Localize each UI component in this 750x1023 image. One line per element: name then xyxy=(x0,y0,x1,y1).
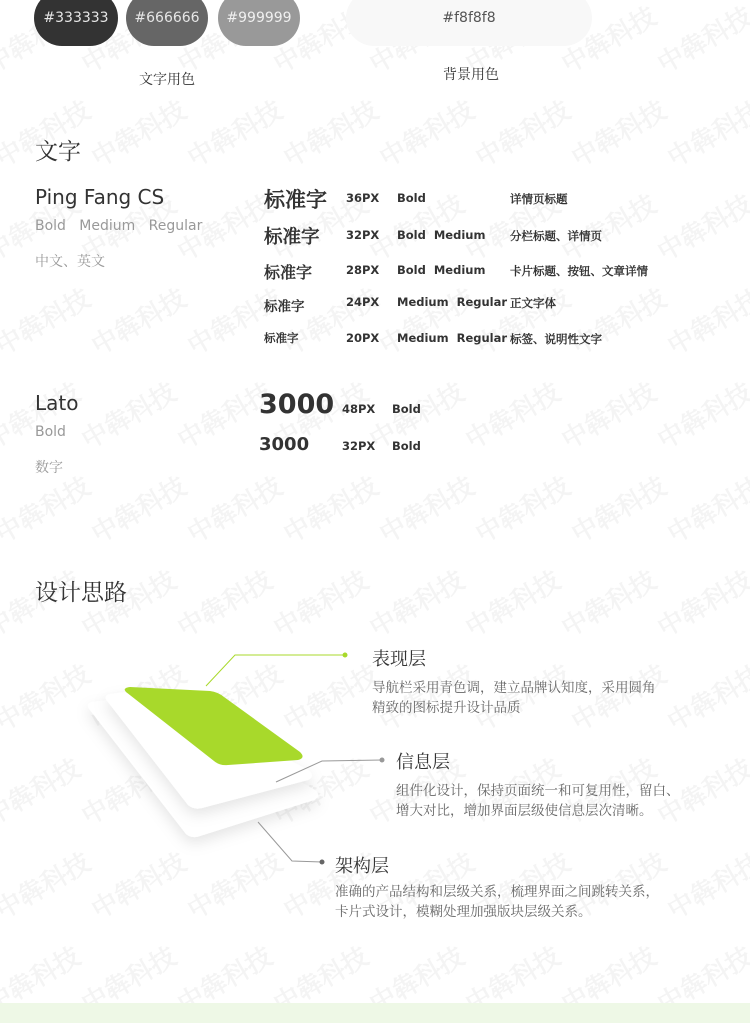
watermark-text xyxy=(276,90,385,174)
num-weight-48: Bold xyxy=(392,402,421,416)
swatch-background xyxy=(346,0,592,46)
desc-line: 导航栏采用青色调，建立品牌认知度，采用圆角 xyxy=(372,680,656,696)
architecture-connector xyxy=(258,822,325,865)
cn-font-name: Ping Fang CS xyxy=(35,185,165,209)
watermark-text xyxy=(746,560,750,644)
watermark-text xyxy=(746,184,750,268)
swatch-333333 xyxy=(34,0,118,46)
cn-usage-24: 正文字体 xyxy=(510,296,556,310)
num-size-48: 48PX xyxy=(342,402,376,416)
cn-size-28: 28PX xyxy=(346,263,380,277)
watermark-text xyxy=(372,90,481,174)
watermark-text xyxy=(74,372,183,456)
watermark-text xyxy=(746,748,750,832)
watermark-text xyxy=(746,372,750,456)
watermark-text xyxy=(650,0,750,81)
desc-line: 卡片式设计，模糊处理加强版块层级关系。 xyxy=(335,904,592,920)
watermark-text xyxy=(650,184,750,268)
presentation-layer-title: 表现层 xyxy=(372,649,426,670)
watermark-text xyxy=(84,278,193,362)
watermark-text xyxy=(372,278,481,362)
desc-line: 精致的图标提升设计品质 xyxy=(372,700,521,716)
swatch-label: #f8f8f8 xyxy=(442,10,496,26)
watermark-text xyxy=(660,842,750,926)
watermark-text xyxy=(84,466,193,550)
desc-line: 组件化设计，保持页面统一和可复用性，留白、 xyxy=(396,783,680,799)
background-color-caption: 背景用色 xyxy=(443,67,499,83)
cn-size-20: 20PX xyxy=(346,331,380,345)
cn-font-weights: Bold Medium Regular xyxy=(35,218,203,234)
num-size-32: 32PX xyxy=(342,439,376,453)
watermark-text xyxy=(180,90,289,174)
cn-weight-24: Medium Regular xyxy=(397,295,508,309)
desc-line: 增大对比，增加界面层级使信息层次清晰。 xyxy=(396,803,653,819)
watermark-text xyxy=(660,654,750,738)
num-font-note: 数字 xyxy=(35,460,63,476)
watermark-text xyxy=(458,372,567,456)
cn-usage-20: 标签、说明性文字 xyxy=(510,332,602,346)
cn-sample-32: 标准字 xyxy=(264,227,320,248)
watermark-text xyxy=(468,90,577,174)
watermark-text xyxy=(554,372,663,456)
watermark-text xyxy=(170,560,279,644)
swatch-label: #333333 xyxy=(43,10,109,26)
presentation-connector xyxy=(206,653,348,687)
watermark-text xyxy=(650,560,750,644)
cn-sample-20: 标准字 xyxy=(264,331,299,345)
watermark-text xyxy=(266,560,375,644)
watermark-text xyxy=(660,466,750,550)
watermark-text xyxy=(276,278,385,362)
cn-size-36: 36PX xyxy=(346,191,380,205)
watermark-text xyxy=(650,372,750,456)
cn-weight-28: Bold Medium xyxy=(397,263,486,277)
swatch-label: #666666 xyxy=(134,10,200,26)
watermark-text xyxy=(468,278,577,362)
cn-size-24: 24PX xyxy=(346,295,380,309)
swatch-label: #999999 xyxy=(226,10,292,26)
num-font-name: Lato xyxy=(35,391,79,415)
information-layer-desc xyxy=(396,781,680,821)
watermark-text xyxy=(84,90,193,174)
watermark-text xyxy=(660,278,750,362)
cn-usage-36: 详情页标题 xyxy=(510,192,568,206)
watermark-text xyxy=(564,90,673,174)
text-color-caption: 文字用色 xyxy=(139,72,195,88)
bottom-band xyxy=(0,1003,750,1023)
cn-weight-36: Bold xyxy=(397,191,426,205)
cn-weight-20: Medium Regular xyxy=(397,331,508,345)
watermark-text xyxy=(372,466,481,550)
num-weight-32: Bold xyxy=(392,439,421,453)
watermark-text xyxy=(0,278,96,362)
typography-title: 文字 xyxy=(35,139,81,165)
swatch-999999 xyxy=(218,0,300,46)
watermark-text xyxy=(564,466,673,550)
cn-sample-24: 标准字 xyxy=(264,299,305,315)
cn-sample-36: 标准字 xyxy=(264,188,327,212)
architecture-layer-title: 架构层 xyxy=(335,856,389,877)
presentation-layer-desc xyxy=(372,678,656,718)
watermark-text xyxy=(180,278,289,362)
layer-illustration xyxy=(60,640,410,880)
watermark-text xyxy=(746,0,750,81)
architecture-layer-desc xyxy=(335,882,659,922)
cn-usage-28: 卡片标题、按钮、文章详情 xyxy=(510,264,648,278)
design-title: 设计思路 xyxy=(35,580,127,606)
watermark-text xyxy=(276,466,385,550)
watermark-text xyxy=(564,278,673,362)
watermark-text xyxy=(554,184,663,268)
watermark-text xyxy=(180,466,289,550)
watermark-text xyxy=(362,560,471,644)
watermark-text xyxy=(554,560,663,644)
watermark-text xyxy=(458,560,567,644)
cn-weight-32: Bold Medium xyxy=(397,228,486,242)
cn-usage-32: 分栏标题、详情页 xyxy=(510,229,602,243)
watermark-text xyxy=(0,466,96,550)
num-sample-32: 3000 xyxy=(259,434,310,455)
num-font-weights: Bold xyxy=(35,424,66,440)
cn-size-32: 32PX xyxy=(346,228,380,242)
watermark-text xyxy=(468,466,577,550)
watermark-text xyxy=(660,90,750,174)
num-sample-48: 3000 xyxy=(259,389,335,420)
swatch-666666 xyxy=(126,0,208,46)
information-layer-title: 信息层 xyxy=(396,752,450,773)
cn-sample-28: 标准字 xyxy=(264,263,313,282)
desc-line: 准确的产品结构和层级关系，梳理界面之间跳转关系， xyxy=(335,884,659,900)
cn-font-note: 中文、英文 xyxy=(35,254,105,270)
